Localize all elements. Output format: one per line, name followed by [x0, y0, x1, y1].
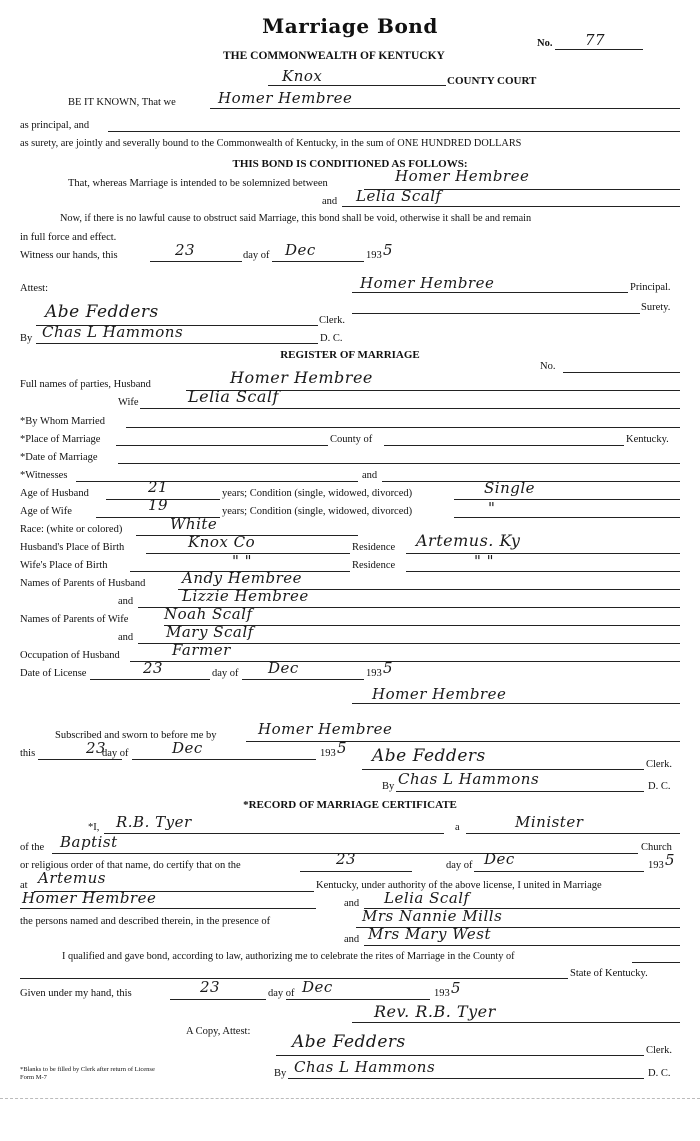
by-whom-line	[126, 427, 680, 428]
document-title: Marriage Bond	[262, 14, 438, 38]
now-if-text: Now, if there is no lawful cause to obstruct said Marriage, this bond shall be void, otherwise it shall be and remain	[60, 213, 532, 224]
state-line	[20, 978, 568, 979]
principal-signature-line	[352, 292, 628, 293]
occupation-label: Occupation of Husband	[20, 650, 120, 661]
given-text: Given under my hand, this	[20, 988, 132, 999]
bond-no-line	[555, 49, 643, 50]
copy-dc-label: D. C.	[648, 1068, 671, 1079]
condition-wife-value: "	[488, 499, 496, 517]
bond-no-label: No.	[537, 38, 553, 49]
register-dc-line	[396, 791, 644, 792]
witness-year-suffix: 5	[383, 241, 394, 259]
by-label: By	[20, 333, 33, 344]
full-force-text: in full force and effect.	[20, 232, 117, 243]
wife-line	[140, 408, 680, 409]
groom-name: Homer Hembree	[395, 167, 530, 185]
and-label-bride: and	[322, 196, 338, 207]
title-line	[466, 833, 680, 834]
cert-day-value: 23	[336, 850, 357, 868]
wife-birth-value: " "	[232, 552, 253, 570]
surety-text: as surety, are jointly and severally bound to the Commonwealth of Kentucky, in the sum of ONE HUNDRED DOLLARS	[20, 138, 522, 149]
license-label: Date of License	[20, 668, 87, 679]
father-wife-value: Noah Scalf	[164, 605, 253, 623]
witness1-line	[76, 481, 358, 482]
race-label: Race: (white or colored)	[20, 524, 123, 535]
sworn-day-value: 23	[86, 739, 107, 757]
husband-oath-line	[352, 703, 680, 704]
parents-husband-label: Names of Parents of Husband	[20, 578, 146, 589]
witnesses-label: *Witnesses	[20, 470, 68, 481]
minister-signature-line	[352, 1022, 680, 1023]
persons-named-text: the persons named and described therein, in the presence of	[20, 916, 271, 927]
witness-year-prefix: 193	[366, 250, 382, 261]
cert-place-value: Artemus	[38, 869, 106, 887]
age-wife-label: Age of Wife	[20, 506, 72, 517]
cert-witness1: Mrs Nannie Mills	[362, 907, 503, 925]
copy-clerk-line	[276, 1055, 644, 1056]
principal-signature: Homer Hembree	[360, 274, 495, 292]
clerk-signature: Abe Fedders	[45, 302, 159, 322]
cert-month-line	[474, 871, 644, 872]
husband-name: Homer Hembree	[230, 368, 373, 387]
bride-name: Lelia Scalf	[356, 187, 442, 205]
officiant-name: R.B. Tyer	[116, 813, 192, 831]
age-wife-value: 19	[148, 496, 169, 514]
subscribed-name: Homer Hembree	[258, 720, 393, 738]
church-label: Church	[641, 842, 672, 853]
register-dc-label: D. C.	[648, 781, 671, 792]
sworn-year-suffix: 5	[337, 739, 348, 757]
cert-month-value: Dec	[484, 850, 515, 868]
register-clerk-signature: Abe Fedders	[372, 746, 486, 766]
years-condition-wife: years; Condition (single, widowed, divorced)	[222, 506, 413, 517]
mother-wife-value: Mary Scalf	[166, 623, 254, 641]
witness-day-value: 23	[175, 241, 196, 259]
surety-name-line	[108, 131, 680, 132]
copy-clerk-signature: Abe Fedders	[292, 1032, 406, 1052]
bond-no-value: 77	[585, 31, 606, 49]
footnote-form: Form M-7	[20, 1074, 47, 1081]
county-line	[268, 85, 446, 86]
age-husband-label: Age of Husband	[20, 488, 89, 499]
cert-witness-and: and	[344, 934, 360, 945]
copy-dc-signature: Chas L Hammons	[294, 1058, 436, 1076]
officiant-line	[104, 833, 444, 834]
certificate-heading: *RECORD OF MARRIAGE CERTIFICATE	[243, 799, 457, 811]
cert-groom-line	[20, 908, 316, 909]
witness2-cert-line	[364, 945, 680, 946]
subscribed-text: Subscribed and sworn to before me by	[55, 730, 217, 741]
cert-groom-name: Homer Hembree	[22, 889, 157, 907]
cert-year-suffix: 5	[665, 851, 676, 869]
occupation-line	[130, 661, 680, 662]
license-month-line	[242, 679, 364, 680]
qualified-county-line	[632, 962, 680, 963]
given-month-value: Dec	[302, 978, 333, 996]
husband-birth-label: Husband's Place of Birth	[20, 542, 125, 553]
wife-residence-value: " "	[474, 552, 495, 570]
place-line	[116, 445, 328, 446]
given-day-of: day of	[268, 988, 295, 999]
officiant-title: Minister	[515, 813, 584, 831]
cert-a-label: a	[455, 822, 460, 833]
surety-signature-line	[352, 313, 640, 314]
subscribed-line	[246, 741, 680, 742]
copy-by-label: By	[274, 1068, 287, 1079]
license-year-suffix: 5	[383, 659, 394, 677]
mother-wife-and: and	[118, 632, 134, 643]
register-dc-signature: Chas L Hammons	[398, 770, 540, 788]
be-it-known-text: BE IT KNOWN, That we	[68, 97, 176, 108]
sworn-this-label: this	[20, 748, 36, 759]
sworn-month-value: Dec	[172, 739, 203, 757]
dc-signature: Chas L Hammons	[42, 323, 184, 341]
surety-label: Surety.	[641, 302, 671, 313]
church-name: Baptist	[60, 833, 118, 851]
cert-day-line	[300, 871, 412, 872]
register-no-line	[563, 372, 680, 373]
county-of-line	[384, 445, 624, 446]
copy-clerk-label: Clerk.	[646, 1045, 672, 1056]
dc-signature-line	[36, 343, 318, 344]
wife-residence-label: Residence	[352, 560, 396, 571]
principal-label: Principal.	[630, 282, 671, 293]
license-day-of: day of	[212, 668, 239, 679]
husband-residence-value: Artemus. Ky	[416, 531, 521, 550]
given-day-line	[170, 999, 266, 1000]
cert-day-of: day of	[446, 860, 473, 871]
register-clerk-label: Clerk.	[646, 759, 672, 770]
witness-hands-text: Witness our hands, this	[20, 250, 118, 261]
condition-wife-line	[454, 517, 680, 518]
given-day-value: 23	[200, 978, 221, 996]
father-husband-value: Andy Hembree	[182, 569, 303, 587]
bride-line	[342, 206, 680, 207]
as-principal-text: as principal, and	[20, 120, 90, 131]
whereas-text: That, whereas Marriage is intended to be solemnized between	[68, 178, 328, 189]
given-month-line	[286, 999, 430, 1000]
husband-oath-signature: Homer Hembree	[372, 685, 507, 703]
race-value: White	[170, 515, 218, 533]
conditioned-heading: THIS BOND IS CONDITIONED AS FOLLOWS:	[232, 158, 468, 170]
footnote-blanks: *Blanks to be filled by Clerk after return of License	[20, 1066, 155, 1073]
commonwealth-heading: THE COMMONWEALTH OF KENTUCKY	[223, 50, 445, 62]
register-by-label: By	[382, 781, 395, 792]
witnesses-and: and	[362, 470, 378, 481]
cert-year-prefix: 193	[648, 860, 664, 871]
license-year-prefix: 193	[366, 668, 382, 679]
copy-attest-label: A Copy, Attest:	[186, 1026, 251, 1037]
cert-witness2: Mrs Mary West	[368, 925, 492, 943]
given-year-prefix: 193	[434, 988, 450, 999]
husband-residence-line	[406, 553, 680, 554]
county-court-label: COUNTY COURT	[447, 75, 537, 87]
license-day-value: 23	[143, 659, 164, 677]
county-of-label: County of	[330, 434, 373, 445]
date-marriage-line	[118, 463, 680, 464]
wife-label: Wife	[118, 397, 139, 408]
given-year-suffix: 5	[451, 979, 462, 997]
parents-wife-label: Names of Parents of Wife	[20, 614, 129, 625]
date-marriage-label: *Date of Marriage	[20, 452, 98, 463]
principal-name: Homer Hembree	[218, 89, 353, 107]
wife-name: Lelia Scalf	[188, 387, 279, 406]
minister-signature: Rev. R.B. Tyer	[374, 1002, 496, 1021]
sworn-day-of: day of	[102, 748, 129, 759]
attest-label: Attest:	[20, 283, 48, 294]
kentucky-label: Kentucky.	[626, 434, 669, 445]
religious-text: or religious order of that name, do certify that on the	[20, 860, 241, 871]
dc-label: D. C.	[320, 333, 343, 344]
husband-residence-label: Residence	[352, 542, 396, 553]
occupation-value: Farmer	[172, 641, 231, 659]
wife-birth-label: Wife's Place of Birth	[20, 560, 108, 571]
sworn-month-line	[132, 759, 316, 760]
cert-bride-name: Lelia Scalf	[384, 889, 470, 907]
qualified-text: I qualified and gave bond, according to law, authorizing me to celebrate the rites of Marriage in the County of	[62, 951, 515, 962]
page-edge-divider	[0, 1098, 700, 1099]
register-no-label: No.	[540, 361, 556, 372]
witness-month-line	[272, 261, 364, 262]
register-heading: REGISTER OF MARRIAGE	[280, 349, 420, 361]
of-the-label: of the	[20, 842, 45, 853]
witness-day-line	[150, 261, 242, 262]
county-value: Knox	[282, 67, 323, 85]
mother-husband-value: Lizzie Hembree	[182, 587, 309, 605]
state-label: State of Kentucky.	[570, 968, 648, 979]
years-condition-husband: years; Condition (single, widowed, divorced)	[222, 488, 413, 499]
wife-residence-line	[406, 571, 680, 572]
kentucky-under-text: Kentucky, under authority of the above license, I united in Marriage	[316, 880, 602, 891]
copy-dc-line	[288, 1078, 644, 1079]
principal-line	[210, 108, 680, 109]
by-whom-label: *By Whom Married	[20, 416, 105, 427]
clerk-label: Clerk.	[319, 315, 345, 326]
husband-birth-value: Knox Co	[188, 533, 256, 551]
full-names-label: Full names of parties, Husband	[20, 379, 151, 390]
place-label: *Place of Marriage	[20, 434, 101, 445]
age-husband-value: 21	[148, 478, 169, 496]
condition-husband-value: Single	[484, 479, 536, 497]
license-month-value: Dec	[268, 659, 299, 677]
license-day-line	[90, 679, 210, 680]
mother-husband-and: and	[118, 596, 134, 607]
sworn-year-prefix: 193	[320, 748, 336, 759]
cert-i-label: *I,	[88, 822, 100, 833]
cert-and-label: and	[344, 898, 360, 909]
witness-month-value: Dec	[285, 241, 316, 259]
witness-day-of: day of	[243, 250, 270, 261]
cert-at-label: at	[20, 880, 28, 891]
